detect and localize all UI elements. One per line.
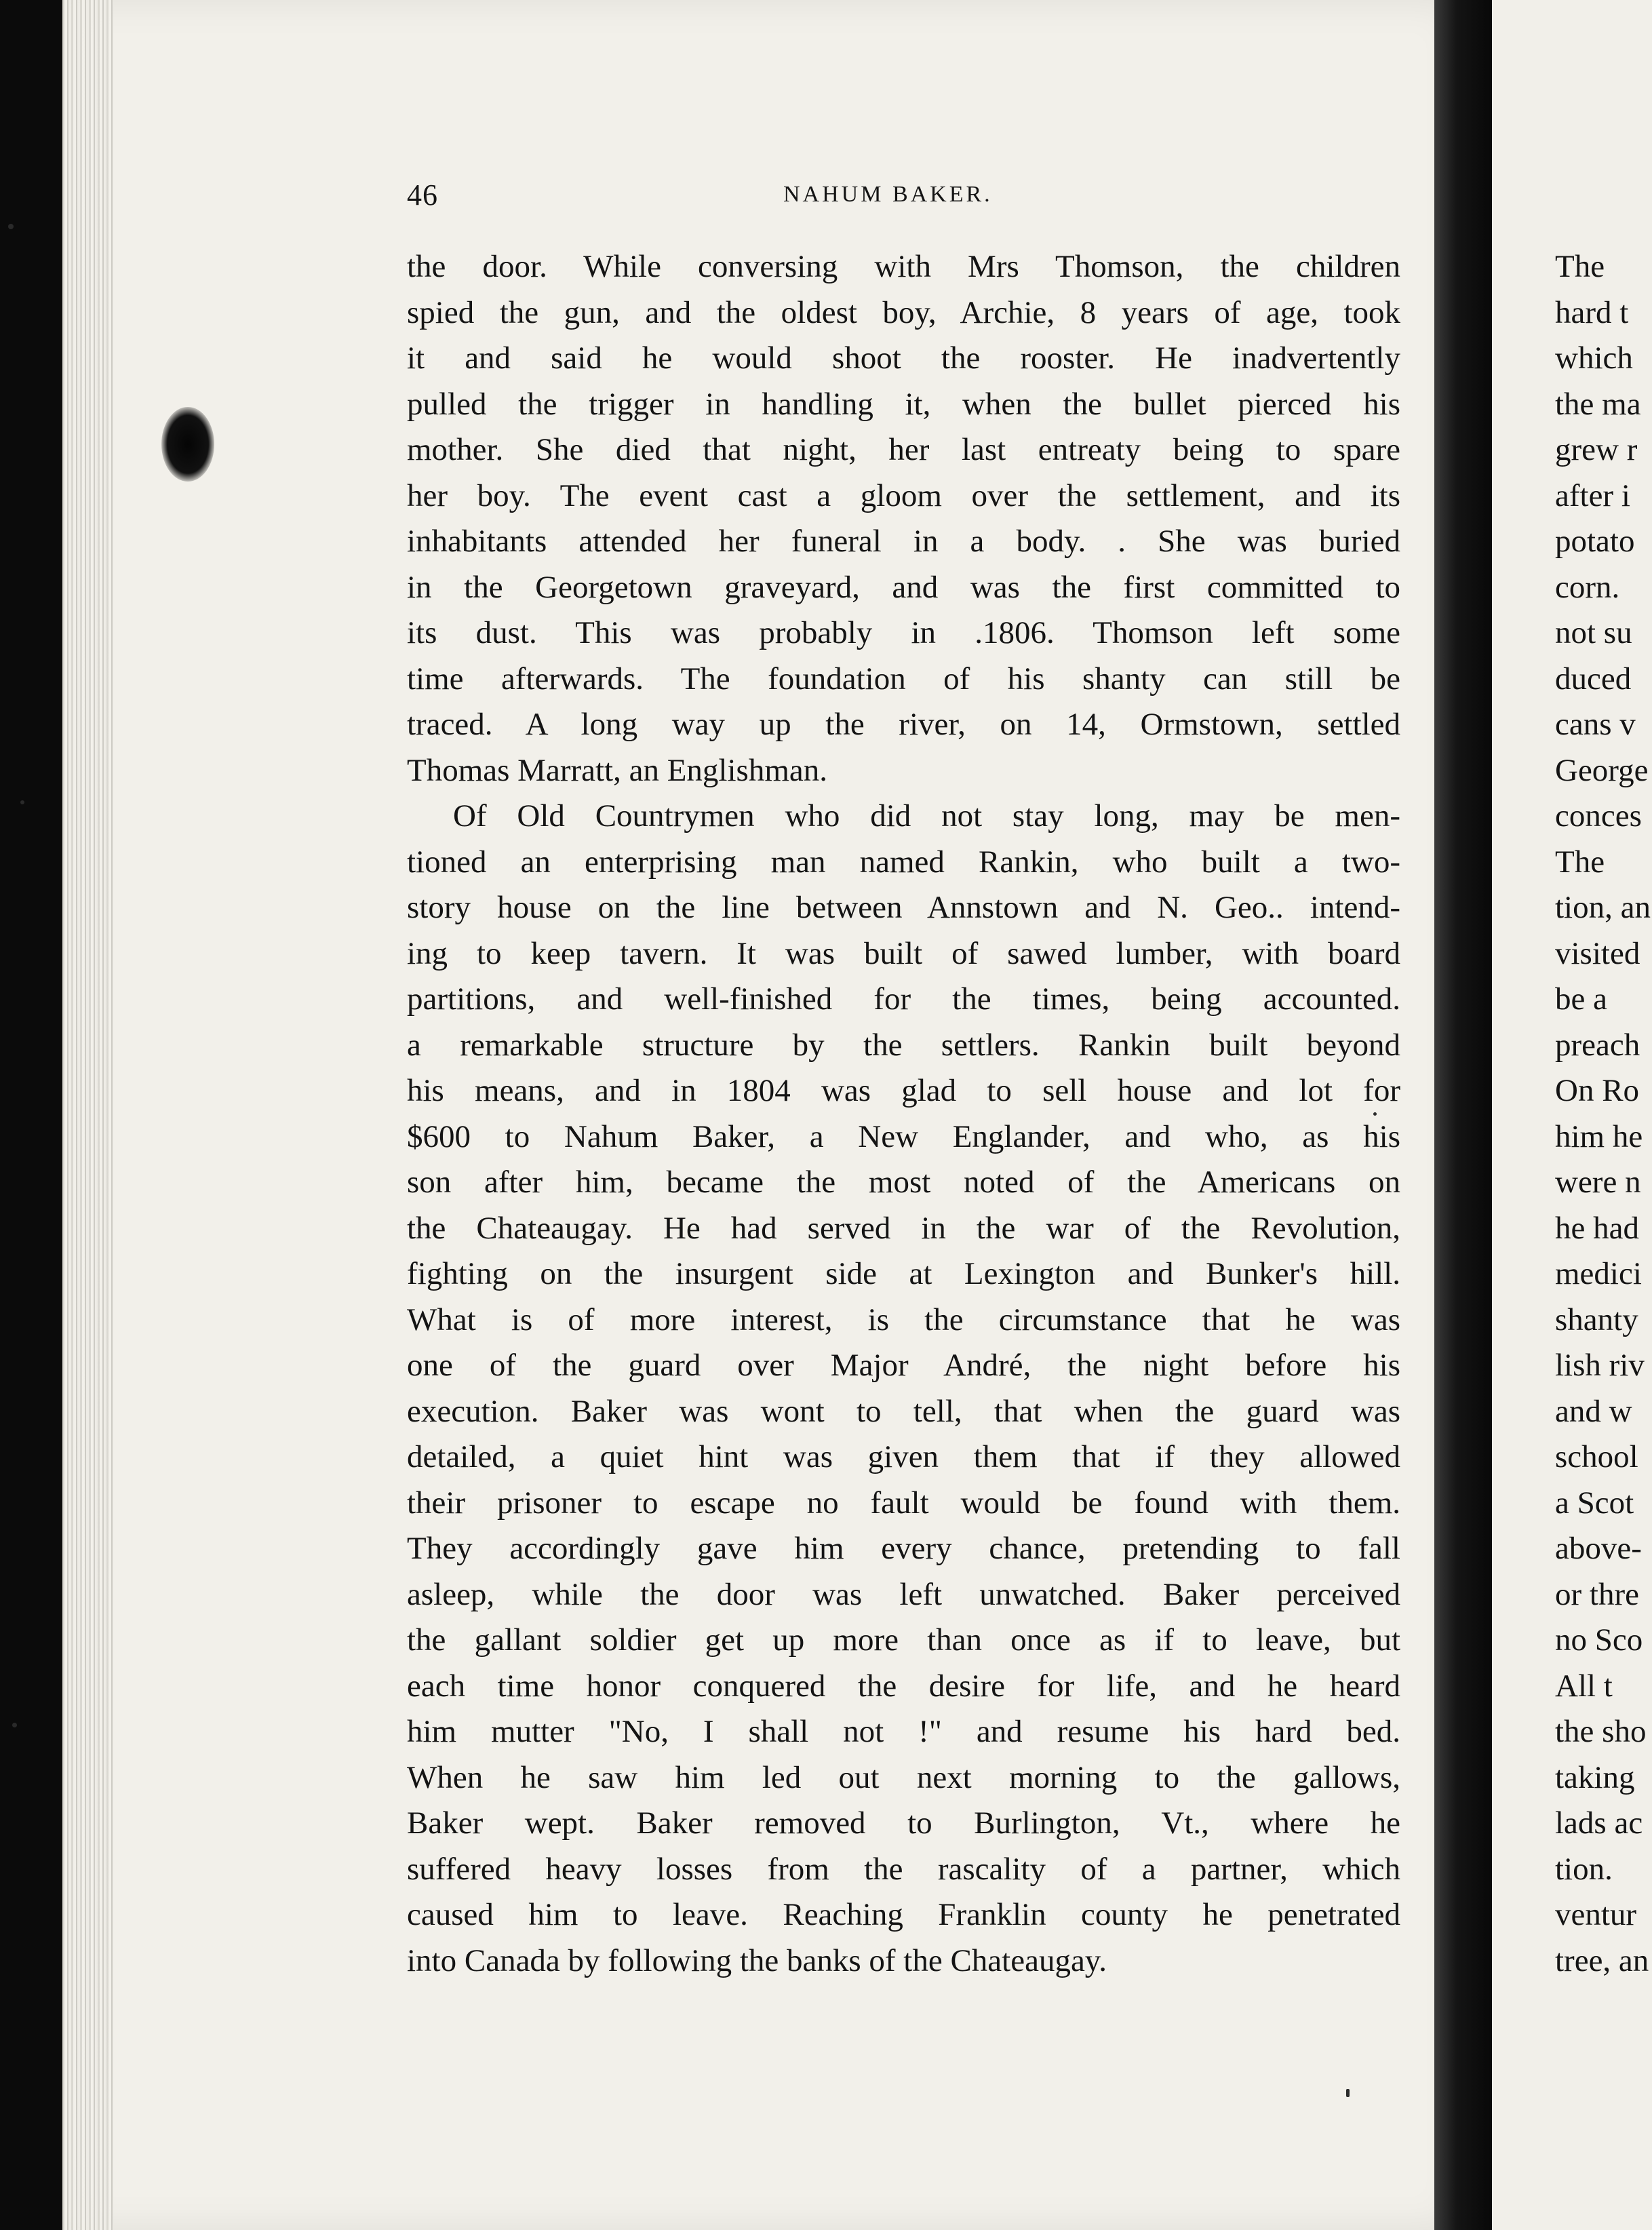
text-line: son after him, became the most noted of the Americans on [407,1165,1400,1200]
scan-speck [8,224,14,229]
text-line: the gallant soldier get up more than once as if to leave, but [407,1622,1400,1658]
text-line: his means, and in 1804 was glad to sell house and lot for [407,1073,1400,1108]
text-fragment: ventur [1555,1897,1637,1932]
text-line: him mutter "No, I shall not !" and resume his hard bed. [407,1714,1400,1749]
text-fragment: potato [1555,524,1635,559]
text-fragment: tion, an [1555,890,1651,925]
text-line: traced. A long way up the river, on 14, Ormstown, settled [407,707,1400,742]
text-line: each time honor conquered the desire for life, and he heard [407,1668,1400,1704]
text-line: her boy. The event cast a gloom over the settlement, and its [407,477,1400,513]
text-fragment: the ma [1555,386,1641,422]
text-fragment: the sho [1555,1714,1647,1749]
text-fragment: he had [1555,1210,1639,1246]
text-line: tioned an enterprising man named Rankin, who built a two- [407,844,1400,880]
scan-speck [1373,1112,1377,1116]
scan-speck [20,800,24,804]
text-line: story house on the line between Annstown and N. Geo.. intend- [407,890,1400,925]
text-line: it and said he would shoot the rooster. He inadvertently [407,340,1400,376]
text-fragment: On Ro [1555,1073,1640,1108]
text-fragment: and w [1555,1393,1632,1429]
text-fragment: him he [1555,1118,1643,1154]
text-line: Thomas Marratt, an Englishman. [407,752,827,788]
text-fragment: above- [1555,1531,1642,1566]
text-line: in the Georgetown graveyard, and was the first committed to [407,569,1400,605]
text-fragment: tree, an [1555,1942,1649,1978]
text-fragment: were n [1555,1165,1641,1200]
scan-speck [1346,2089,1350,2097]
text-line: pulled the trigger in handling it, when the bullet pierced his [407,386,1400,422]
text-line: When he saw him led out next morning to the gallows, [407,1759,1400,1795]
text-fragment: preach [1555,1027,1640,1063]
text-fragment: George [1555,752,1649,788]
text-fragment: be a [1555,981,1607,1017]
ink-blot [161,407,214,482]
text-fragment: lish riv [1555,1348,1645,1383]
text-line: $600 to Nahum Baker, a New Englander, and who, as his [407,1118,1400,1154]
text-fragment: not su [1555,615,1632,650]
text-fragment: lads ac [1555,1805,1643,1841]
text-line: into Canada by following the banks of the Chateaugay. [407,1942,1107,1978]
text-fragment: The [1555,844,1605,880]
text-line: caused him to leave. Reaching Franklin county he penetrated [407,1897,1400,1932]
text-line: time afterwards. The foundation of his shanty can still be [407,661,1400,697]
text-line: partitions, and well-finished for the times, being accounted. [407,981,1400,1017]
text-fragment: medici [1555,1256,1642,1291]
running-title: NAHUM BAKER. [783,182,993,207]
text-line: mother. She died that night, her last entreaty being to spare [407,432,1400,467]
text-line: the Chateaugay. He had served in the war of the Revolution, [407,1210,1400,1246]
text-fragment: after i [1555,477,1630,513]
text-fragment: tion. [1555,1851,1613,1887]
text-fragment: school [1555,1439,1638,1474]
text-fragment: corn. [1555,569,1620,605]
text-line: execution. Baker was wont to tell, that when the guard was [407,1393,1400,1429]
text-line: fighting on the insurgent side at Lexington and Bunker's hill. [407,1256,1400,1291]
text-fragment: which [1555,340,1633,376]
text-fragment: All t [1555,1668,1613,1704]
text-fragment: no Sco [1555,1622,1643,1658]
text-line: asleep, while the door was left unwatched. Baker perceived [407,1576,1400,1612]
text-fragment: a Scot [1555,1485,1634,1521]
text-fragment: The [1555,249,1605,284]
page-number: 46 [407,178,438,212]
body-text [407,244,1400,1984]
text-line: ing to keep tavern. It was built of sawed lumber, with board [407,935,1400,971]
text-line: What is of more interest, is the circumstance that he was [407,1302,1400,1337]
text-fragment: conces [1555,798,1642,834]
text-line: their prisoner to escape no fault would be found with them. [407,1485,1400,1521]
text-line: one of the guard over Major André, the night before his [407,1348,1400,1383]
text-line: Baker wept. Baker removed to Burlington, Vt., where he [407,1805,1400,1841]
text-line: They accordingly gave him every chance, pretending to fall [407,1531,1400,1566]
text-line: its dust. This was probably in .1806. Thomson left some [407,615,1400,650]
text-line: Of Old Countrymen who did not stay long, may be men- [453,798,1400,834]
text-fragment: shanty [1555,1302,1638,1337]
text-fragment: visited [1555,935,1640,971]
text-line: suffered heavy losses from the rascality of a partner, which [407,1851,1400,1887]
text-fragment: taking [1555,1759,1635,1795]
text-fragment: duced [1555,661,1632,697]
text-line: inhabitants attended her funeral in a body. . She was buried [407,524,1400,559]
text-fragment: grew r [1555,432,1638,467]
text-line: spied the gun, and the oldest boy, Archie, 8 years of age, took [407,294,1400,330]
text-fragment: or thre [1555,1576,1639,1612]
text-line: detailed, a quiet hint was given them that if they allowed [407,1439,1400,1474]
text-fragment: cans v [1555,707,1636,742]
right-page-text [1555,244,1652,1984]
scan-speck [12,1723,17,1727]
text-line: a remarkable structure by the settlers. Rankin built beyond [407,1027,1400,1063]
book-gutter [1434,0,1499,2230]
text-fragment: hard t [1555,294,1629,330]
page-edge-stack [62,0,113,2230]
text-line: the door. While conversing with Mrs Thomson, the children [407,249,1400,284]
